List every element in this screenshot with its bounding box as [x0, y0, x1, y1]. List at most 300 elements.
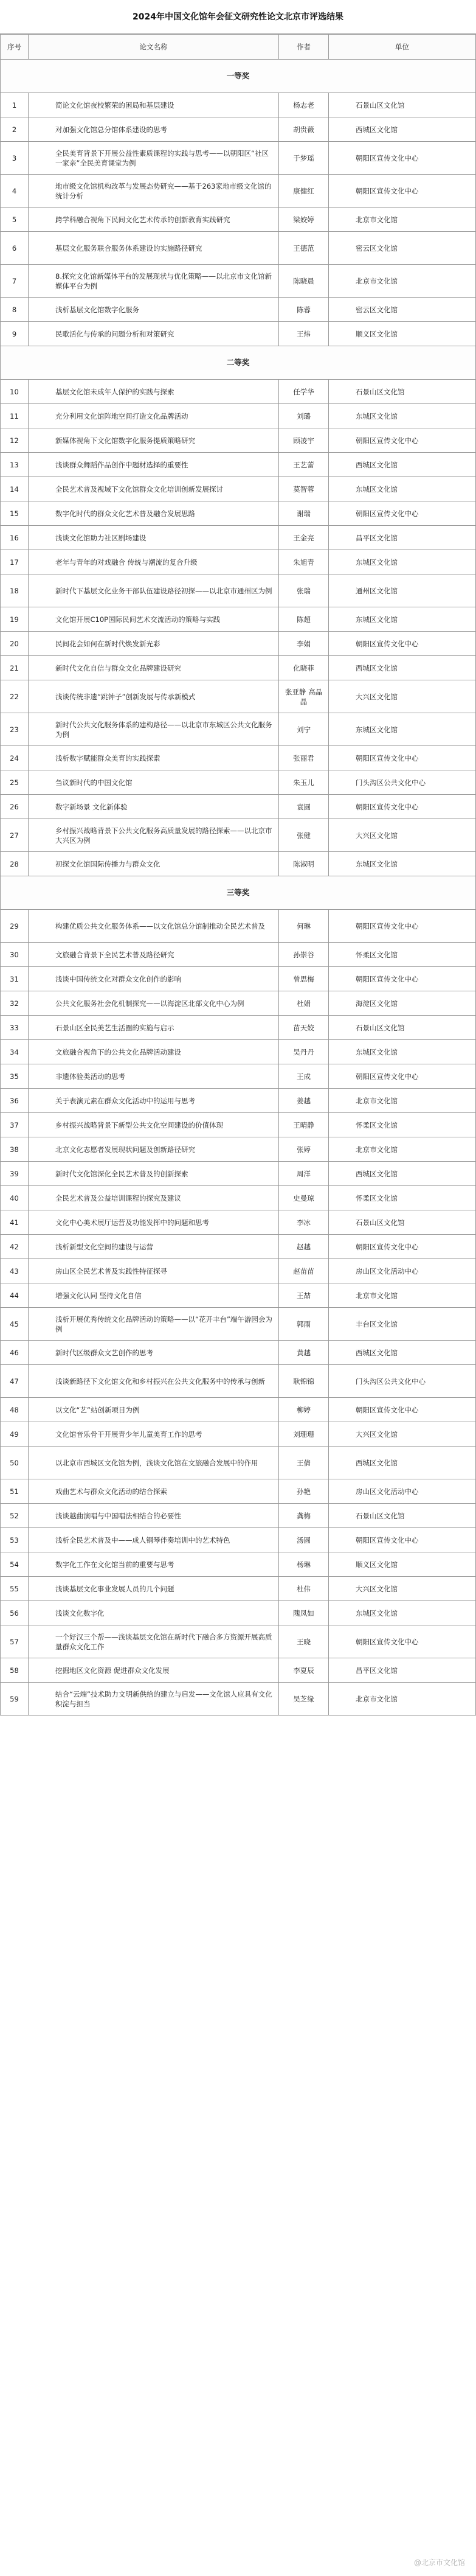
header-author: 作者	[279, 35, 329, 60]
cell-unit: 石景山区文化馆	[329, 1210, 476, 1235]
cell-no: 24	[1, 746, 29, 770]
cell-title: 北京文化志愿者发展现状问题及创新路径研究	[29, 1137, 279, 1162]
section-title: 一等奖	[1, 60, 476, 93]
results-table	[0, 34, 476, 1716]
cell-unit: 石景山区文化馆	[329, 93, 476, 117]
cell-unit: 西城区文化馆	[329, 656, 476, 680]
cell-title: 简论文化馆夜校繁荣的困局和基层建设	[29, 93, 279, 117]
cell-title: 新时代文化自信与群众文化品牌建设研究	[29, 656, 279, 680]
cell-author: 杜伟	[279, 1577, 329, 1601]
cell-title: 浅谈文化馆助力社区剧场建设	[29, 526, 279, 550]
cell-title: 文化馆开展C10P国际民间艺术交流活动的策略与实践	[29, 607, 279, 632]
cell-no: 20	[1, 632, 29, 656]
table-row	[1, 1308, 476, 1341]
cell-title: 结合“云端”技术助力文明新供给的建立与启发——文化馆人应具有文化积淀与担当	[29, 1683, 279, 1716]
cell-author: 耿锦锦	[279, 1365, 329, 1398]
cell-title: 新时代下基层文化业务干部队伍建设路径初探——以北京市通州区为例	[29, 574, 279, 607]
cell-unit: 昌平区文化馆	[329, 526, 476, 550]
table-row	[1, 1283, 476, 1308]
table-row	[1, 1552, 476, 1577]
table-row	[1, 1089, 476, 1113]
cell-title: 数字化工作在文化馆当前的重要与思考	[29, 1552, 279, 1577]
cell-title: 以文化“艺”站创新项目为例	[29, 1398, 279, 1422]
cell-no: 35	[1, 1064, 29, 1089]
cell-title: 基层文化服务联合服务体系建设的实施路径研究	[29, 232, 279, 265]
cell-title: 地市级文化馆机构改革与发展态势研究——基于263家地市级文化馆的统计分析	[29, 175, 279, 208]
cell-title: 浅谈越曲演唱与中国唱法相结合的必要性	[29, 1504, 279, 1528]
cell-unit: 房山区文化活动中心	[329, 1259, 476, 1283]
cell-no: 43	[1, 1259, 29, 1283]
cell-author: 刘珊珊	[279, 1422, 329, 1447]
cell-no: 21	[1, 656, 29, 680]
cell-author: 王晓	[279, 1625, 329, 1658]
table-row	[1, 1479, 476, 1504]
cell-author: 陈晓晨	[279, 265, 329, 298]
cell-no: 31	[1, 967, 29, 991]
cell-title: 挖掘地区文化资源 促进群众文化发展	[29, 1658, 279, 1683]
table-row	[1, 713, 476, 746]
cell-no: 14	[1, 477, 29, 501]
cell-author: 王成	[279, 1064, 329, 1089]
cell-author: 姜越	[279, 1089, 329, 1113]
cell-no: 46	[1, 1341, 29, 1365]
cell-unit: 房山区文化活动中心	[329, 1479, 476, 1504]
table-row	[1, 746, 476, 770]
cell-title: 乡村振兴战略背景下公共文化服务高质量发展的路径探索——以北京市大兴区为例	[29, 819, 279, 852]
table-row	[1, 1064, 476, 1089]
cell-no: 17	[1, 550, 29, 574]
cell-title: 房山区全民艺术普及实践性特征探寻	[29, 1259, 279, 1283]
section-row	[1, 346, 476, 380]
header-unit: 单位	[329, 35, 476, 60]
table-row	[1, 1162, 476, 1186]
cell-unit: 通州区文化馆	[329, 574, 476, 607]
cell-no: 26	[1, 795, 29, 819]
cell-author: 杜娟	[279, 991, 329, 1016]
table-row	[1, 632, 476, 656]
table-row	[1, 477, 476, 501]
table-header-row	[1, 35, 476, 60]
cell-unit: 朝阳区宣传文化中心	[329, 175, 476, 208]
cell-author: 张丽君	[279, 746, 329, 770]
cell-no: 4	[1, 175, 29, 208]
cell-no: 58	[1, 1658, 29, 1683]
cell-title: 初探文化馆国际传播力与群众文化	[29, 852, 279, 876]
table-row	[1, 1016, 476, 1040]
cell-no: 1	[1, 93, 29, 117]
cell-no: 52	[1, 1504, 29, 1528]
cell-unit: 石景山区文化馆	[329, 1504, 476, 1528]
cell-no: 5	[1, 208, 29, 232]
cell-author: 李娟	[279, 632, 329, 656]
cell-author: 孙崇谷	[279, 943, 329, 967]
cell-author: 王炜	[279, 322, 329, 346]
cell-unit: 朝阳区宣传文化中心	[329, 1064, 476, 1089]
cell-no: 3	[1, 142, 29, 175]
table-row	[1, 1137, 476, 1162]
cell-unit: 大兴区文化馆	[329, 1422, 476, 1447]
cell-author: 吴芝缘	[279, 1683, 329, 1716]
table-row	[1, 1601, 476, 1625]
cell-title: 全民艺术普及视域下文化馆群众文化培训创新发展探讨	[29, 477, 279, 501]
table-row	[1, 298, 476, 322]
cell-author: 于梦瑶	[279, 142, 329, 175]
cell-title: 新时代文化馆深化全民艺术普及的创新探索	[29, 1162, 279, 1186]
table-row	[1, 680, 476, 713]
table-row	[1, 526, 476, 550]
cell-author: 李冰	[279, 1210, 329, 1235]
table-row	[1, 1259, 476, 1283]
cell-no: 48	[1, 1398, 29, 1422]
cell-author: 化晓菲	[279, 656, 329, 680]
cell-no: 57	[1, 1625, 29, 1658]
cell-no: 49	[1, 1422, 29, 1447]
cell-unit: 朝阳区宣传文化中心	[329, 142, 476, 175]
cell-no: 15	[1, 501, 29, 526]
cell-unit: 东城区文化馆	[329, 404, 476, 428]
cell-unit: 怀柔区文化馆	[329, 1113, 476, 1137]
cell-no: 6	[1, 232, 29, 265]
cell-title: 民间花会如何在新时代焕发新光彩	[29, 632, 279, 656]
cell-unit: 顺义区文化馆	[329, 1552, 476, 1577]
cell-author: 王艺蕾	[279, 453, 329, 477]
cell-no: 32	[1, 991, 29, 1016]
cell-no: 19	[1, 607, 29, 632]
cell-author: 张瑞	[279, 574, 329, 607]
cell-title: 刍议新时代的中国文化馆	[29, 770, 279, 795]
cell-title: 全民美育背景下开展公益性素质课程的实践与思考——以朝阳区“社区一家亲”全民美育课堂为例	[29, 142, 279, 175]
table-row	[1, 852, 476, 876]
table-row	[1, 1040, 476, 1064]
cell-unit: 昌平区文化馆	[329, 1658, 476, 1683]
table-row	[1, 428, 476, 453]
table-row	[1, 656, 476, 680]
cell-unit: 朝阳区宣传文化中心	[329, 910, 476, 943]
cell-no: 50	[1, 1447, 29, 1479]
cell-no: 28	[1, 852, 29, 876]
cell-title: 文化馆音乐骨干开展青少年儿童美育工作的思考	[29, 1422, 279, 1447]
cell-author: 龚梅	[279, 1504, 329, 1528]
cell-title: 石景山区全民美艺生活圈的实施与启示	[29, 1016, 279, 1040]
cell-unit: 北京市文化馆	[329, 1683, 476, 1716]
cell-author: 赵苗苗	[279, 1259, 329, 1283]
table-row	[1, 943, 476, 967]
table-row	[1, 1341, 476, 1365]
cell-title: 民歌活化与传承的问题分析和对策研究	[29, 322, 279, 346]
cell-author: 隗凤如	[279, 1601, 329, 1625]
cell-unit: 北京市文化馆	[329, 265, 476, 298]
cell-author: 朱玉儿	[279, 770, 329, 795]
cell-no: 39	[1, 1162, 29, 1186]
cell-no: 9	[1, 322, 29, 346]
cell-title: 充分利用文化馆阵地空间打造文化品牌活动	[29, 404, 279, 428]
cell-author: 刘璐	[279, 404, 329, 428]
cell-title: 浅析新型文化空间的建设与运营	[29, 1235, 279, 1259]
table-row	[1, 574, 476, 607]
cell-unit: 怀柔区文化馆	[329, 943, 476, 967]
cell-title: 8.探究文化馆新媒体平台的发展现状与优化策略——以北京市文化馆新媒体平台为例	[29, 265, 279, 298]
cell-unit: 朝阳区宣传文化中心	[329, 428, 476, 453]
cell-no: 18	[1, 574, 29, 607]
cell-title: 浅谈新路径下文化馆文化和乡村振兴在公共文化服务中的传承与创新	[29, 1365, 279, 1398]
cell-author: 袁圆	[279, 795, 329, 819]
cell-no: 29	[1, 910, 29, 943]
cell-no: 13	[1, 453, 29, 477]
cell-unit: 东城区文化馆	[329, 1601, 476, 1625]
cell-no: 45	[1, 1308, 29, 1341]
table-row	[1, 265, 476, 298]
table-row	[1, 232, 476, 265]
cell-title: 新时代公共文化服务体系的建构路径——以北京市东城区公共文化服务为例	[29, 713, 279, 746]
document-title: 2024年中国文化馆年会征文研究性论文北京市评选结果	[0, 0, 476, 34]
cell-author: 吴丹丹	[279, 1040, 329, 1064]
cell-title: 公共文化服务社会化机制探究——以海淀区北部文化中心为例	[29, 991, 279, 1016]
cell-author: 陈淑明	[279, 852, 329, 876]
cell-title: 构建优质公共文化服务体系——以文化馆总分馆制推动全民艺术普及	[29, 910, 279, 943]
cell-title: 戏曲艺术与群众文化活动的结合探索	[29, 1479, 279, 1504]
cell-unit: 大兴区文化馆	[329, 819, 476, 852]
cell-unit: 东城区文化馆	[329, 713, 476, 746]
cell-unit: 门头沟区公共文化中心	[329, 770, 476, 795]
table-row	[1, 117, 476, 142]
cell-no: 34	[1, 1040, 29, 1064]
cell-no: 53	[1, 1528, 29, 1552]
cell-author: 朱旭青	[279, 550, 329, 574]
table-row	[1, 404, 476, 428]
cell-title: 跨学科融合视角下民间文化艺术传承的创新教育实践研究	[29, 208, 279, 232]
cell-unit: 朝阳区宣传文化中心	[329, 967, 476, 991]
cell-no: 54	[1, 1552, 29, 1577]
cell-no: 59	[1, 1683, 29, 1716]
cell-author: 李夏辰	[279, 1658, 329, 1683]
cell-title: 文化中心美术展厅运营及功能发挥中的问题和思考	[29, 1210, 279, 1235]
cell-unit: 朝阳区宣传文化中心	[329, 746, 476, 770]
table-row	[1, 1658, 476, 1683]
table-row	[1, 322, 476, 346]
cell-title: 新媒体视角下文化馆数字化服务提质策略研究	[29, 428, 279, 453]
table-row	[1, 795, 476, 819]
cell-unit: 东城区文化馆	[329, 477, 476, 501]
cell-unit: 东城区文化馆	[329, 607, 476, 632]
table-row	[1, 175, 476, 208]
cell-title: 浅谈文化数字化	[29, 1601, 279, 1625]
cell-no: 16	[1, 526, 29, 550]
cell-title: 浅析全民艺术普及中——成人钢琴伴奏培训中的艺术特色	[29, 1528, 279, 1552]
cell-title: 一个好汉三个帮——浅谈基层文化馆在新时代下融合多方资源开展高质量群众文化工作	[29, 1625, 279, 1658]
cell-title: 对加强文化馆总分馆体系建设的思考	[29, 117, 279, 142]
cell-author: 刘宁	[279, 713, 329, 746]
cell-no: 22	[1, 680, 29, 713]
table-body	[1, 60, 476, 1716]
cell-no: 44	[1, 1283, 29, 1308]
cell-title: 浅析开展优秀传统文化品牌活动的策略——以“花开丰台”端午游园会为例	[29, 1308, 279, 1341]
cell-author: 顾凌宇	[279, 428, 329, 453]
cell-unit: 西城区文化馆	[329, 453, 476, 477]
cell-title: 非遗体验类活动的思考	[29, 1064, 279, 1089]
cell-author: 张健	[279, 819, 329, 852]
section-row	[1, 60, 476, 93]
cell-author: 史曼琼	[279, 1186, 329, 1210]
cell-author: 胡贵薇	[279, 117, 329, 142]
cell-no: 8	[1, 298, 29, 322]
cell-unit: 密云区文化馆	[329, 232, 476, 265]
cell-unit: 西城区文化馆	[329, 1162, 476, 1186]
cell-title: 浅谈传统非遗“跳钟子”创新发展与传承新模式	[29, 680, 279, 713]
cell-no: 23	[1, 713, 29, 746]
cell-unit: 东城区文化馆	[329, 1040, 476, 1064]
table-row	[1, 819, 476, 852]
cell-author: 张亚静 高晶晶	[279, 680, 329, 713]
cell-author: 孙艳	[279, 1479, 329, 1504]
cell-title: 乡村振兴战略背景下新型公共文化空间建设的价值体现	[29, 1113, 279, 1137]
cell-title: 文旅融合视角下的公共文化品牌活动建设	[29, 1040, 279, 1064]
cell-no: 10	[1, 380, 29, 404]
cell-no: 27	[1, 819, 29, 852]
cell-unit: 朝阳区宣传文化中心	[329, 1528, 476, 1552]
cell-no: 40	[1, 1186, 29, 1210]
table-row	[1, 991, 476, 1016]
cell-title: 新时代区级群众文艺创作的思考	[29, 1341, 279, 1365]
table-row	[1, 550, 476, 574]
cell-title: 全民艺术普及公益培训课程的探究及建议	[29, 1186, 279, 1210]
cell-unit: 朝阳区宣传文化中心	[329, 632, 476, 656]
table-row	[1, 142, 476, 175]
table-row	[1, 1447, 476, 1479]
cell-no: 25	[1, 770, 29, 795]
cell-author: 莫智蓉	[279, 477, 329, 501]
table-row	[1, 1398, 476, 1422]
cell-title: 文旅融合背景下全民艺术普及路径研究	[29, 943, 279, 967]
table-row	[1, 1186, 476, 1210]
cell-author: 梁姣婷	[279, 208, 329, 232]
cell-unit: 丰台区文化馆	[329, 1308, 476, 1341]
cell-unit: 北京市文化馆	[329, 1137, 476, 1162]
cell-author: 谢瑞	[279, 501, 329, 526]
cell-title: 数字新场景 文化新体验	[29, 795, 279, 819]
cell-author: 王喆	[279, 1283, 329, 1308]
cell-no: 33	[1, 1016, 29, 1040]
cell-author: 杨志老	[279, 93, 329, 117]
cell-unit: 西城区文化馆	[329, 1447, 476, 1479]
table-row	[1, 967, 476, 991]
cell-unit: 西城区文化馆	[329, 1341, 476, 1365]
cell-title: 浅谈基层文化事业发展人员的几个问题	[29, 1577, 279, 1601]
cell-author: 柳婷	[279, 1398, 329, 1422]
cell-unit: 朝阳区宣传文化中心	[329, 501, 476, 526]
cell-no: 56	[1, 1601, 29, 1625]
cell-author: 张婷	[279, 1137, 329, 1162]
table-row	[1, 910, 476, 943]
table-row	[1, 607, 476, 632]
table-row	[1, 93, 476, 117]
cell-title: 数字化时代的群众文化艺术普及融合发展思路	[29, 501, 279, 526]
cell-unit: 朝阳区宣传文化中心	[329, 1625, 476, 1658]
cell-no: 12	[1, 428, 29, 453]
section-title: 二等奖	[1, 346, 476, 380]
cell-title: 增强文化认同 坚持文化自信	[29, 1283, 279, 1308]
table-row	[1, 1210, 476, 1235]
table-row	[1, 1577, 476, 1601]
watermark: @北京市文化馆	[413, 2558, 465, 2567]
cell-author: 王晴静	[279, 1113, 329, 1137]
cell-no: 37	[1, 1113, 29, 1137]
cell-unit: 西城区文化馆	[329, 117, 476, 142]
table-row	[1, 1235, 476, 1259]
cell-title: 关于表演元素在群众文化活动中的运用与思考	[29, 1089, 279, 1113]
cell-author: 康健红	[279, 175, 329, 208]
cell-author: 曾思梅	[279, 967, 329, 991]
header-no: 序号	[1, 35, 29, 60]
cell-unit: 海淀区文化馆	[329, 991, 476, 1016]
cell-unit: 朝阳区宣传文化中心	[329, 1235, 476, 1259]
cell-no: 51	[1, 1479, 29, 1504]
cell-unit: 密云区文化馆	[329, 298, 476, 322]
table-row	[1, 1683, 476, 1716]
cell-title: 老年与青年的对戏融合 传统与潮流的复合升级	[29, 550, 279, 574]
cell-no: 41	[1, 1210, 29, 1235]
cell-unit: 门头沟区公共文化中心	[329, 1365, 476, 1398]
cell-title: 以北京市西城区文化馆为例，浅谈文化馆在文旅融合发展中的作用	[29, 1447, 279, 1479]
cell-unit: 怀柔区文化馆	[329, 1186, 476, 1210]
table-row	[1, 501, 476, 526]
cell-title: 浅谈群众舞蹈作品创作中题材选择的重要性	[29, 453, 279, 477]
cell-unit: 北京市文化馆	[329, 1283, 476, 1308]
cell-author: 任学华	[279, 380, 329, 404]
cell-author: 黄越	[279, 1341, 329, 1365]
section-row	[1, 876, 476, 910]
cell-author: 王德范	[279, 232, 329, 265]
table-row	[1, 380, 476, 404]
cell-unit: 大兴区文化馆	[329, 680, 476, 713]
table-row	[1, 208, 476, 232]
cell-title: 浅谈中国传统文化对群众文化创作的影响	[29, 967, 279, 991]
cell-unit: 东城区文化馆	[329, 852, 476, 876]
cell-author: 郭雨	[279, 1308, 329, 1341]
cell-unit: 北京市文化馆	[329, 1089, 476, 1113]
cell-author: 周洋	[279, 1162, 329, 1186]
cell-unit: 石景山区文化馆	[329, 380, 476, 404]
cell-unit: 东城区文化馆	[329, 550, 476, 574]
cell-no: 30	[1, 943, 29, 967]
cell-no: 11	[1, 404, 29, 428]
table-row	[1, 1504, 476, 1528]
cell-title: 基层文化馆未成年人保护的实践与探索	[29, 380, 279, 404]
cell-author: 何琳	[279, 910, 329, 943]
cell-author: 陈超	[279, 607, 329, 632]
cell-unit: 石景山区文化馆	[329, 1016, 476, 1040]
section-title: 三等奖	[1, 876, 476, 910]
cell-no: 2	[1, 117, 29, 142]
cell-unit: 朝阳区宣传文化中心	[329, 1398, 476, 1422]
table-row	[1, 1528, 476, 1552]
cell-no: 47	[1, 1365, 29, 1398]
cell-no: 42	[1, 1235, 29, 1259]
cell-no: 38	[1, 1137, 29, 1162]
table-row	[1, 453, 476, 477]
cell-title: 浅析数字赋能群众美育的实践探索	[29, 746, 279, 770]
cell-author: 王金亮	[279, 526, 329, 550]
cell-unit: 大兴区文化馆	[329, 1577, 476, 1601]
cell-author: 王倩	[279, 1447, 329, 1479]
table-row	[1, 1625, 476, 1658]
header-title: 论文名称	[29, 35, 279, 60]
cell-unit: 朝阳区宣传文化中心	[329, 795, 476, 819]
table-row	[1, 770, 476, 795]
cell-no: 55	[1, 1577, 29, 1601]
cell-author: 杨琳	[279, 1552, 329, 1577]
cell-title: 浅析基层文化馆数字化服务	[29, 298, 279, 322]
cell-no: 7	[1, 265, 29, 298]
